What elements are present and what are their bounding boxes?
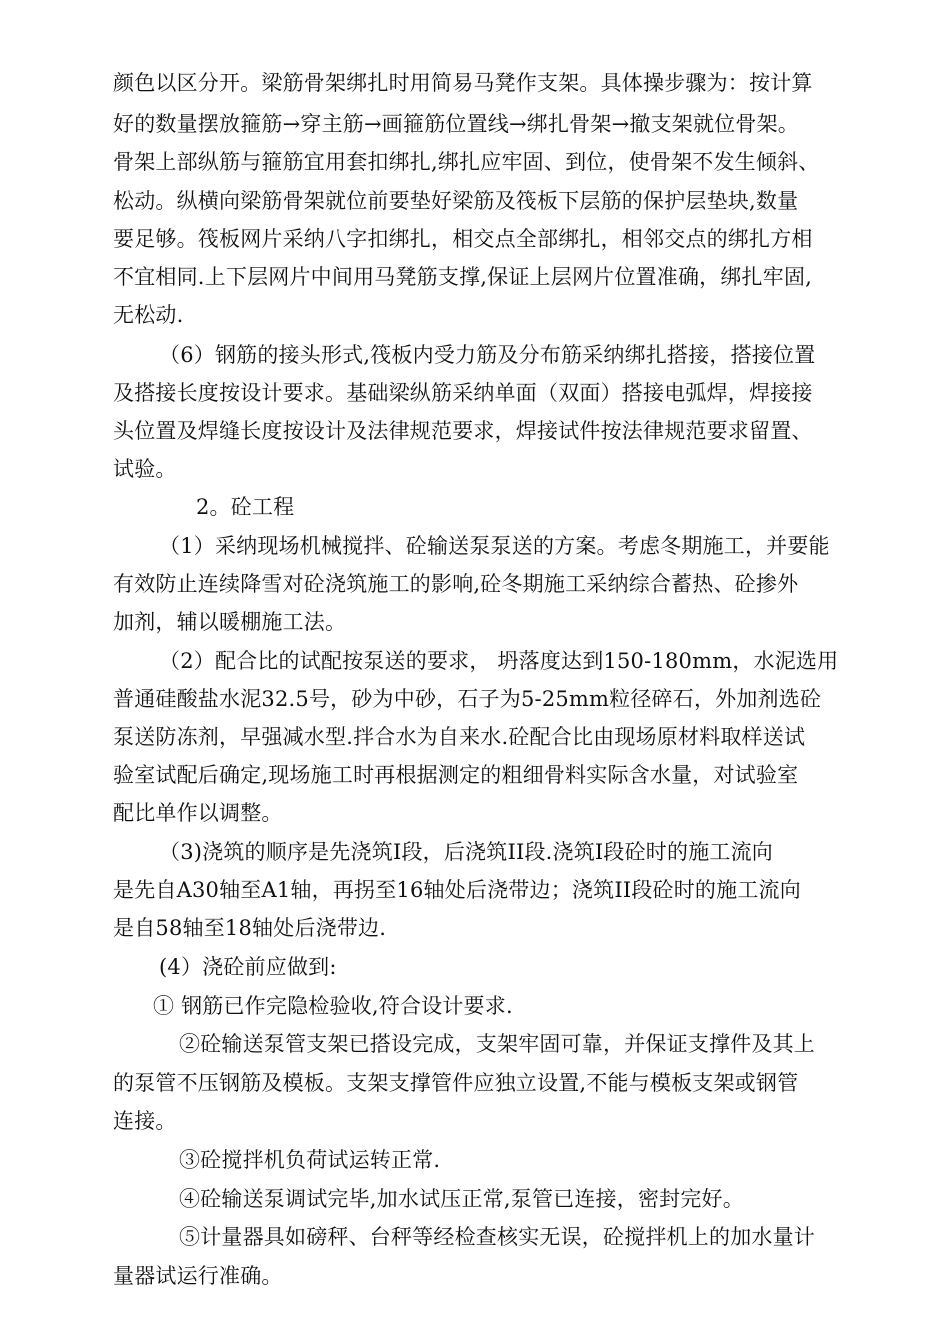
list-item-line: ②砼输送泵管支架已搭设完成，支架牢固可靠，并保证支撑件及其上 bbox=[179, 1032, 815, 1056]
paragraph-line: 头位置及焊缝长度按设计及法律规范要求，焊接试件按法律规范要求留置、 bbox=[113, 419, 813, 443]
paragraph-line: 好的数量摆放箍筋→穿主筋→画箍筋位置线→绑扎骨架→撤支架就位骨架。 bbox=[113, 112, 799, 136]
list-item-line: 的泵管不压钢筋及模板。支架支撑管件应独立设置,不能与模板支架或钢管 bbox=[113, 1071, 799, 1095]
paragraph-line: 松动。纵横向梁筋骨架就位前要垫好梁筋及筏板下层筋的保护层垫块,数量 bbox=[113, 189, 799, 213]
paragraph-line: 配比单作以调整。 bbox=[113, 801, 283, 825]
paragraph-line: 是自58轴至18轴处后浇带边. bbox=[113, 916, 387, 940]
paragraph-line: （2）配合比的试配按泵送的要求， 坍落度达到150-180mm，水泥选用 bbox=[159, 649, 839, 673]
paragraph-line: 是先自A30轴至A1轴，再拐至16轴处后浇带边；浇筑II段砼时的施工流向 bbox=[113, 878, 801, 902]
list-item-line: ④砼输送泵调试完毕,加水试压正常,泵管已连接，密封完好。 bbox=[179, 1187, 744, 1211]
paragraph-line: 有效防止连续降雪对砼浇筑施工的影响,砼冬期施工采纳综合蓄热、砼掺外 bbox=[113, 572, 799, 596]
paragraph-line: 不宜相同.上下层网片中间用马凳筋支撑,保证上层网片位置准确，绑扎牢固, bbox=[113, 265, 813, 289]
paragraph-line: 骨架上部纵筋与箍筋宜用套扣绑扎,绑扎应牢固、到位，使骨架不发生倾斜、 bbox=[113, 150, 820, 174]
paragraph-line: （3)浇筑的顺序是先浇筑I段，后浇筑II段.浇筑I段砼时的施工流向 bbox=[159, 840, 774, 864]
paragraph-line: （1）采纳现场机械搅拌、砼输送泵泵送的方案。考虑冬期施工，并要能 bbox=[159, 534, 830, 558]
paragraph-line: 泵送防冻剂，早强减水型.拌合水为自来水.砼配合比由现场原材料取样送试 bbox=[113, 725, 806, 749]
list-item-line: 量器试运行准确。 bbox=[113, 1264, 283, 1288]
paragraph-line: 验室试配后确定,现场施工时再根据测定的粗细骨料实际含水量，对试验室 bbox=[113, 763, 799, 787]
paragraph-line: 加剂，辅以暖棚施工法。 bbox=[113, 610, 347, 634]
paragraph-line: （6）钢筋的接头形式,筏板内受力筋及分布筋采纳绑扎搭接，搭接位置 bbox=[159, 343, 816, 367]
paragraph-line: 及搭接长度按设计要求。基础梁纵筋采纳单面（双面）搭接电弧焊，焊接接 bbox=[113, 381, 813, 405]
paragraph-line: 普通硅酸盐水泥32.5号，砂为中砂，石子为5-25mm粒径碎石，外加剂选砼 bbox=[113, 687, 822, 711]
list-item-line: ⑤计量器具如磅秤、台秤等经检查核实无误，砼搅拌机上的加水量计 bbox=[179, 1225, 815, 1249]
section-heading: 2。砼工程 bbox=[196, 495, 295, 519]
list-item-line: 连接。 bbox=[113, 1109, 177, 1133]
list-item-line: ① 钢筋已作完隐检验收,符合设计要求. bbox=[153, 994, 513, 1018]
paragraph-line: 无松动. bbox=[113, 303, 184, 327]
paragraph-line: 颜色以区分开。梁筋骨架绑扎时用简易马凳作支架。具体操步骤为：按计算 bbox=[113, 71, 813, 95]
paragraph-line: (4）浇砼前应做到: bbox=[159, 955, 337, 979]
list-item-line: ③砼搅拌机负荷试运转正常. bbox=[179, 1148, 441, 1172]
paragraph-line: 试验。 bbox=[113, 457, 177, 481]
paragraph-line: 要足够。筏板网片采纳八字扣绑扎，相交点全部绑扎，相邻交点的绑扎方相 bbox=[113, 227, 813, 251]
